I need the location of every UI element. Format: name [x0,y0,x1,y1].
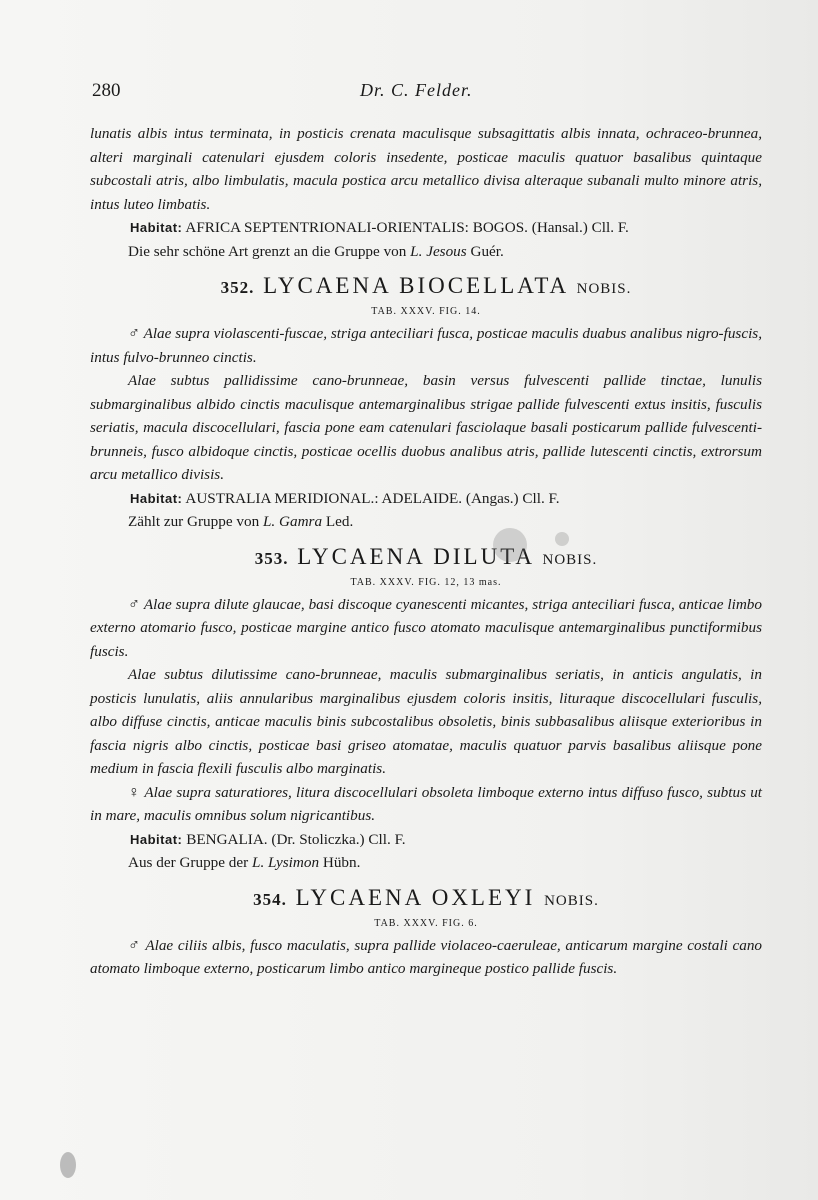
species-number: 352. [220,278,255,297]
habitat-text: AUSTRALIA MERIDIONAL.: ADELAIDE. (Angas.) Cll. F. [185,489,560,507]
female-symbol-icon: ♀ [128,783,141,801]
species-author: NOBIS. [542,551,598,568]
page-body [90,122,762,981]
habitat-353 [90,828,762,852]
upperside-description [90,593,762,664]
upperside-text: Alae supra dilute glaucae, basi discoque cyanescenti micantes, striga anteciliari fusca, anticae limbo externo atomario fusco, posticae margine antico fusco atomato maculisque antemarginalibus punctiformibus fuscis. [90,595,762,660]
upperside-text: Alae supra violascenti-fuscae, striga anteciliari fusca, posticae maculis duabus analibus nigro-fuscis, intus fulvo-brunneo cinctis. [90,325,762,366]
male-symbol-icon: ♂ [128,936,141,954]
female-description [90,781,762,828]
note-species: L. Jesous [410,242,467,260]
intro-note [90,240,762,264]
ink-smudge [555,532,569,546]
group-note-353 [90,851,762,875]
male-symbol-icon: ♂ [128,325,141,342]
species-heading-353 [90,542,762,575]
species-author: NOBIS. [576,281,632,297]
intro-description: lunatis albis intus terminata, in posticis crenata maculisque subsagittatis albis innata, ochraceo-brunnea, alteri marginali catenulari ejusdem coloris insedente, posticae maculis quatuor basalibus quintaque subcostali atris, albo limbulatis, macula postica arcu metallico divisa alteraque subanali multo minore atris, intus luteo limbatis. [90,125,762,213]
species-name: LYCAENA BIOCELLATA [263,273,568,298]
habitat-label: Habitat: [130,831,183,847]
plate-reference: TAB. XXXV. FIG. 14. [371,306,481,317]
note-species: L. Lysimon [252,854,320,871]
habitat-text: BENGALIA. (Dr. Stoliczka.) Cll. F. [186,830,406,848]
species-heading-352 [90,271,762,304]
note-author: Led. [325,513,354,530]
habitat-label: Habitat: [130,220,183,235]
habitat-352 [90,487,762,511]
species-number: 354. [253,889,287,909]
species-name: LYCAENA OXLEYI [295,884,536,910]
note-prefix: Die sehr schöne Art grenzt an die Gruppe von [128,242,407,260]
note-prefix: Zählt zur Gruppe von [128,513,260,530]
underside-description: Alae subtus pallidissime cano-brunneae, basin versus fulvescenti pallide tinctae, lunulis submarginalibus albido cinctis maculisque antemarginalibus strigae pallide fulvescenti extus insitis, fusculis seriatis, macula discocellulari, fascia pone eam catenulari fasciolaque basali posticarum pallide fulvescenti-brunneis, fusco albidoque cinctis, posticae ocellis duobus analibus atris, pallide lutescenti cinctis, extrorsum arcu metallico divisis. [90,372,762,483]
note-author: Hübn. [322,854,361,871]
habitat-text: AFRICA SEPTENTRIONALI-ORIENTALIS: BOGOS. (Hansal.) Cll. F. [185,219,629,236]
species-author: NOBIS. [544,892,599,909]
ink-smudge [493,528,527,562]
underside-description: Alae subtus dilutissime cano-brunneae, maculis submarginalibus seriatis, in anticis angulatis, in posticis lunulatis, aliis annularibus marginalibus ejusdem coloris insitis, lituraque discocellulari fusculis, albo diffuse cinctis, anticae maculis binis subcostalibus obsoletis, binis subbasalibus aliisque exterioribus in fascia nigris albo cinctis, posticae basi griseo atomatae, maculis quatuor parvis basalibus aliisque pone medium in fascia flexili fusculis albo marginatis. [90,666,762,777]
upperside-text: Alae ciliis albis, fusco maculatis, supra pallide violaceo-caeruleae, anticarum margine costali cano atomato limboque externo, posticarum limbo antico margineque postico pallide fuscis. [90,936,763,977]
male-symbol-icon: ♂ [128,595,141,613]
note-species: L. Gamra [262,513,323,530]
page-header [92,80,772,104]
intro-habitat [90,216,762,240]
note-author: Guér. [470,242,504,260]
upperside-description [90,934,762,981]
species-name: LYCAENA DILUTA [297,543,534,569]
note-prefix: Aus der Gruppe der [128,854,249,871]
upperside-description [90,322,762,369]
species-number: 353. [254,548,289,568]
plate-reference: TAB. XXXV. FIG. 6. [374,917,478,929]
habitat-label: Habitat: [130,490,183,506]
group-note-352 [90,510,762,534]
species-heading-354 [90,883,762,916]
plate-reference: TAB. XXXV. FIG. 12, 13 mas. [350,576,502,588]
ink-smudge [60,1152,76,1178]
female-text: Alae supra saturatiores, litura discocellulari obsoleta limboque externo intus diffuso fusco, subtus ut in mare, maculis omnibus solum nigricantibus. [90,783,763,824]
running-head: Dr. C. Felder. [360,80,473,100]
page-number: 280 [92,80,121,101]
